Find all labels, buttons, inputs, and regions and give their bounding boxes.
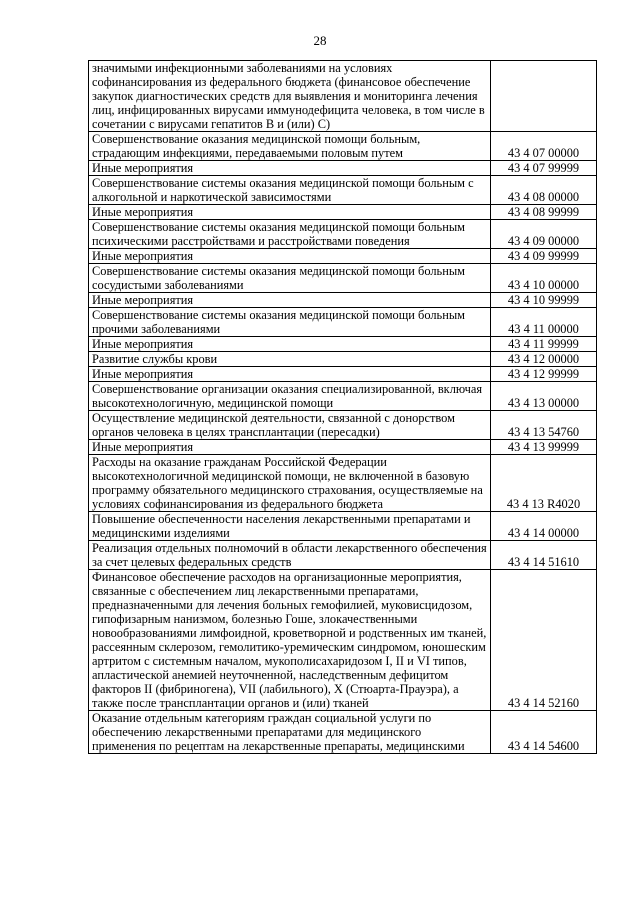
row-name: Совершенствование системы оказания медицинской помощи больным с алкогольной и наркотической зависимостями: [89, 176, 491, 205]
row-name: Иные мероприятия: [89, 249, 491, 264]
page-number: 28: [313, 33, 327, 48]
table-row: [89, 570, 597, 711]
table-row: [89, 711, 597, 754]
table-row: [89, 249, 597, 264]
table-row: [89, 293, 597, 308]
row-name: Расходы на оказание гражданам Российской Федерации высокотехнологичной медицинской помощи, не включенной в базовую программу обязательного медицинского страхования, осуществляемые на условиях софинансирования из федерального бюджета: [89, 455, 491, 512]
budget-code-table: [88, 60, 597, 754]
table-row: [89, 541, 597, 570]
row-name: Повышение обеспеченности населения лекарственными препаратами и медицинскими изделиями: [89, 512, 491, 541]
row-name: Иные мероприятия: [89, 205, 491, 220]
row-name: Иные мероприятия: [89, 440, 491, 455]
row-code: 43 4 09 00000: [491, 220, 597, 249]
table-row: [89, 161, 597, 176]
row-name: Совершенствование системы оказания медицинской помощи больным психическими расстройствами и расстройствами поведения: [89, 220, 491, 249]
row-name: Осуществление медицинской деятельности, связанной с донорством органов человека в целях трансплантации (пересадки): [89, 411, 491, 440]
row-code: 43 4 14 52160: [491, 570, 597, 711]
row-code: 43 4 13 99999: [491, 440, 597, 455]
row-code: 43 4 11 99999: [491, 337, 597, 352]
table-row: [89, 337, 597, 352]
row-code: 43 4 14 51610: [491, 541, 597, 570]
row-name: Совершенствование системы оказания медицинской помощи больным сосудистыми заболеваниями: [89, 264, 491, 293]
table-row: [89, 382, 597, 411]
row-code: 43 4 13 00000: [491, 382, 597, 411]
table-row: [89, 352, 597, 367]
row-name: Совершенствование системы оказания медицинской помощи больным прочими заболеваниями: [89, 308, 491, 337]
table-row: [89, 176, 597, 205]
table-row: [89, 264, 597, 293]
table-row: [89, 411, 597, 440]
row-code: 43 4 08 00000: [491, 176, 597, 205]
table-row: [89, 512, 597, 541]
row-name: Развитие службы крови: [89, 352, 491, 367]
row-code: 43 4 12 99999: [491, 367, 597, 382]
table-row: [89, 367, 597, 382]
row-code: 43 4 08 99999: [491, 205, 597, 220]
row-code: 43 4 12 00000: [491, 352, 597, 367]
row-code: 43 4 10 00000: [491, 264, 597, 293]
table-row: [89, 308, 597, 337]
row-code: 43 4 13 54760: [491, 411, 597, 440]
row-code: 43 4 07 00000: [491, 132, 597, 161]
row-name: Совершенствование оказания медицинской помощи больным, страдающим инфекциями, передаваемыми половым путем: [89, 132, 491, 161]
row-code: 43 4 13 R4020: [491, 455, 597, 512]
table-row: [89, 455, 597, 512]
row-code: 43 4 07 99999: [491, 161, 597, 176]
row-name: Реализация отдельных полномочий в области лекарственного обеспечения за счет целевых федеральных средств: [89, 541, 491, 570]
row-code: 43 4 10 99999: [491, 293, 597, 308]
row-code: 43 4 09 99999: [491, 249, 597, 264]
table-row: [89, 132, 597, 161]
row-code: [491, 61, 597, 132]
table-body: [89, 61, 597, 754]
row-name: Совершенствование организации оказания специализированной, включая высокотехнологичную, медицинской помощи: [89, 382, 491, 411]
row-name: Иные мероприятия: [89, 337, 491, 352]
row-name: Оказание отдельным категориям граждан социальной услуги по обеспечению лекарственными препаратами для медицинского применения по рецептам на лекарственные препараты, медицинскими: [89, 711, 491, 754]
row-name: Иные мероприятия: [89, 293, 491, 308]
table-row: [89, 220, 597, 249]
table-row: [89, 440, 597, 455]
row-name: Иные мероприятия: [89, 161, 491, 176]
row-name: значимыми инфекционными заболеваниями на условиях софинансирования из федерального бюджета (финансовое обеспечение закупок диагностических средств для выявления и мониторинга лечения лиц, инфицированных вирусами иммунодефицита человека, в том числе в сочетании с вирусами гепатитов B и (или) C): [89, 61, 491, 132]
row-code: 43 4 14 00000: [491, 512, 597, 541]
row-code: 43 4 11 00000: [491, 308, 597, 337]
row-code: 43 4 14 54600: [491, 711, 597, 754]
row-name: Иные мероприятия: [89, 367, 491, 382]
table-row: [89, 205, 597, 220]
table-row: [89, 61, 597, 132]
row-name: Финансовое обеспечение расходов на организационные мероприятия, связанные с обеспечением лиц лекарственными препаратами, предназначенными для лечения больных гемофилией, муковисцидозом, гипофизарным нанизмом, болезнью Гоше, злокачественными новообразованиями лимфоидной, кроветворной и родственных им тканей, рассеянным склерозом, гемолитико-уремическим синдромом, юношеским артритом с системным началом, мукополисахаридозом I, II и VI типов, апластической анемией неуточненной, наследственным дефицитом факторов II (фибриногена), VII (лабильного), X (Стюарта-Прауэра), а также после трансплантации органов и (или) тканей: [89, 570, 491, 711]
